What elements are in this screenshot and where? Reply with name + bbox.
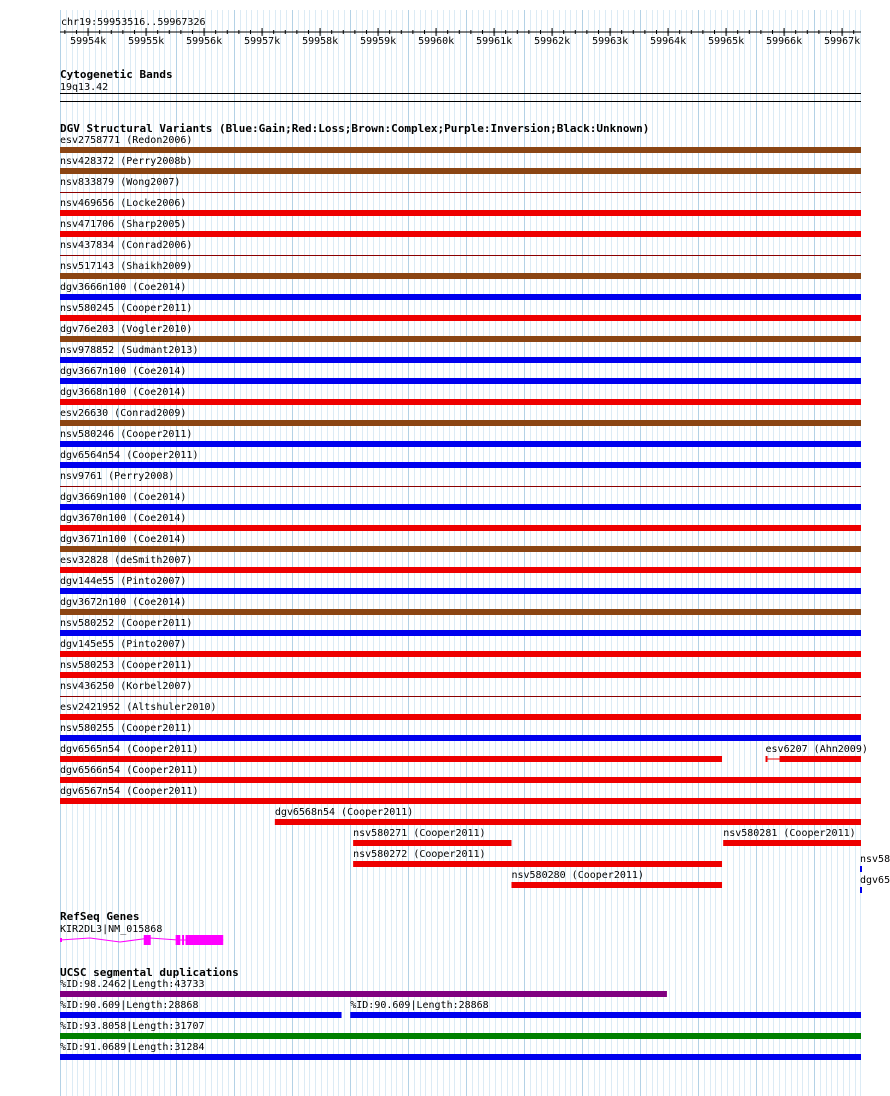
dgv-feature-label: dgv3667n100 (Coe2014) [60, 366, 187, 377]
dgv-feature-label: nsv580245 (Cooper2011) [60, 303, 193, 314]
ruler-tick-label: 59967k [824, 36, 861, 47]
dgv-feature-bar[interactable] [60, 735, 861, 741]
dgv-feature-label: dgv6564n54 (Cooper2011) [60, 450, 199, 461]
dgv-feature-bar[interactable] [353, 861, 722, 867]
dgv-feature-bar[interactable] [60, 168, 861, 174]
dgv-feature-label: dgv6566n54 (Cooper2011) [60, 765, 199, 776]
dgv-feature-bar[interactable] [60, 462, 861, 468]
dgv-feature-label: nsv580246 (Cooper2011) [60, 429, 193, 440]
segdup-feature-bar[interactable] [60, 991, 667, 997]
ruler-tick-label: 59958k [302, 36, 339, 47]
dgv-feature-label: nsv471706 (Sharp2005) [60, 219, 187, 230]
dgv-feature-label: nsv580281 (Cooper2011) [723, 828, 856, 839]
segdup-feature-bar[interactable] [60, 1012, 342, 1018]
dgv-feature-bar[interactable] [60, 756, 722, 762]
dgv-feature-label: dgv144e55 (Pinto2007) [60, 576, 187, 587]
dgv-feature-label: dgv6568n54 (Cooper2011) [274, 807, 414, 818]
dgv-feature-bar[interactable] [60, 486, 861, 487]
dgv-feature-label: dgv76e203 (Vogler2010) [60, 324, 193, 335]
dgv-feature-bar[interactable] [60, 798, 861, 804]
dgv-feature-bar[interactable] [60, 231, 861, 237]
dgv-feature-bar[interactable] [60, 294, 861, 300]
dgv-feature-bar[interactable] [60, 504, 861, 510]
ruler-tick-label: 59964k [650, 36, 687, 47]
ruler-tick-label: 59965k [708, 36, 745, 47]
cytoband-bar[interactable] [60, 93, 861, 94]
dgv-feature-label: dgv65 [860, 875, 890, 886]
dgv-feature-label: nsv580252 (Cooper2011) [60, 618, 193, 629]
cytoband-track-title: Cytogenetic Bands [60, 68, 173, 81]
cytoband-bar-bottom [60, 101, 861, 102]
dgv-feature-bar[interactable] [60, 651, 861, 657]
dgv-feature-label: nsv978852 (Sudmant2013) [60, 345, 199, 356]
dgv-feature-bar[interactable] [60, 336, 861, 342]
segdup-feature-label: %ID:90.609|Length:28868 [60, 1000, 199, 1011]
ruler-tick-label: 59959k [360, 36, 397, 47]
gene-exon[interactable] [186, 935, 224, 945]
gene-exon[interactable] [176, 935, 181, 945]
dgv-feature-label: dgv3672n100 (Coe2014) [60, 597, 187, 608]
ruler-tick-label: 59962k [534, 36, 571, 47]
dgv-feature-bar[interactable] [60, 255, 861, 256]
ruler-tick-label: 59963k [592, 36, 629, 47]
dgv-feature-label: nsv580253 (Cooper2011) [60, 660, 193, 671]
segdup-track-title: UCSC segmental duplications [60, 966, 239, 979]
ruler-tick-label: 59955k [128, 36, 165, 47]
gene-exon[interactable] [182, 935, 184, 945]
dgv-feature-bar[interactable] [60, 630, 861, 636]
dgv-feature-bar[interactable] [60, 525, 861, 531]
dgv-feature-label: esv2758771 (Redon2006) [60, 135, 193, 146]
dgv-feature-label: nsv580272 (Cooper2011) [353, 849, 486, 860]
dgv-feature-bar[interactable] [60, 441, 861, 447]
dgv-feature-label: esv32828 (deSmith2007) [60, 555, 193, 566]
dgv-feature-label: nsv517143 (Shaikh2009) [60, 261, 193, 272]
segdup-feature-label: %ID:91.0689|Length:31284 [60, 1042, 205, 1053]
dgv-feature-label: esv26630 (Conrad2009) [60, 408, 187, 419]
cytoband-label: 19q13.42 [60, 82, 109, 93]
gene-exon[interactable] [60, 938, 62, 942]
dgv-feature-bar[interactable] [60, 777, 861, 783]
segdup-feature-label: %ID:98.2462|Length:43733 [60, 979, 205, 990]
refseq-track-title: RefSeq Genes [60, 910, 140, 923]
ruler-coordinates: chr19:59953516..59967326 [61, 17, 206, 28]
dgv-feature-label: nsv580271 (Cooper2011) [353, 828, 486, 839]
dgv-feature-label: dgv3666n100 (Coe2014) [60, 282, 187, 293]
dgv-feature-bar[interactable] [60, 567, 861, 573]
dgv-feature-bar[interactable] [780, 756, 861, 762]
dgv-feature-label: nsv428372 (Perry2008b) [60, 156, 193, 167]
dgv-track [60, 122, 890, 893]
segdup-feature-label: %ID:90.609|Length:28868 [350, 1000, 489, 1011]
dgv-feature-bar[interactable] [60, 420, 861, 426]
ruler-tick-label: 59961k [476, 36, 513, 47]
segdup-feature-bar[interactable] [350, 1012, 861, 1018]
dgv-feature-label: nsv9761 (Perry2008) [60, 471, 175, 482]
dgv-feature-bar[interactable] [60, 609, 861, 615]
gene-exon[interactable] [144, 935, 151, 945]
dgv-feature-label: nsv436250 (Korbel2007) [60, 681, 193, 692]
segdup-feature-label: %ID:93.8058|Length:31707 [60, 1021, 205, 1032]
dgv-feature-label: nsv580280 (Cooper2011) [511, 870, 644, 881]
dgv-features [60, 135, 890, 893]
dgv-feature-bar[interactable] [860, 866, 862, 872]
ruler-ticks [65, 28, 860, 47]
dgv-feature-label: nsv833879 (Wong2007) [60, 177, 181, 188]
ruler-tick-label: 59960k [418, 36, 455, 47]
dgv-feature-bar[interactable] [60, 696, 861, 697]
dgv-track-title: DGV Structural Variants (Blue:Gain;Red:Loss;Brown:Complex;Purple:Inversion;Black:Unknown) [60, 122, 650, 135]
dgv-feature-label: dgv6565n54 (Cooper2011) [60, 744, 199, 755]
dgv-feature-label: dgv145e55 (Pinto2007) [60, 639, 187, 650]
dgv-feature-label: nsv469656 (Locke2006) [60, 198, 187, 209]
dgv-feature-label: dgv3668n100 (Coe2014) [60, 387, 187, 398]
dgv-feature-bar[interactable] [60, 273, 861, 279]
dgv-feature-label: nsv437834 (Conrad2006) [60, 240, 193, 251]
dgv-feature-bar[interactable] [60, 210, 861, 216]
dgv-feature-bar[interactable] [353, 840, 511, 846]
dgv-feature-bar[interactable] [511, 882, 722, 888]
refseq-gene-label: KIR2DL3|NM_015868 [60, 924, 163, 935]
dgv-feature-bar[interactable] [60, 357, 861, 363]
dgv-feature-label: dgv3671n100 (Coe2014) [60, 534, 187, 545]
dgv-feature-bar[interactable] [60, 315, 861, 321]
dgv-feature-label: nsv580255 (Cooper2011) [60, 723, 193, 734]
dgv-feature-bar[interactable] [60, 399, 861, 405]
dgv-feature-bar[interactable] [60, 714, 861, 720]
dgv-feature-bar[interactable] [60, 192, 861, 193]
dgv-feature-bar[interactable] [60, 588, 861, 594]
dgv-feature-label: esv6207 (Ahn2009) [765, 744, 868, 755]
dgv-feature-bar[interactable] [60, 546, 861, 552]
segdup-feature-bar[interactable] [60, 1033, 861, 1039]
ruler-tick-label: 59954k [70, 36, 107, 47]
dgv-feature-bar[interactable] [60, 378, 861, 384]
ruler-tick-label: 59966k [766, 36, 803, 47]
ruler-tick-label: 59957k [244, 36, 281, 47]
dgv-feature-bar[interactable] [860, 887, 862, 893]
dgv-feature-bar[interactable] [60, 672, 861, 678]
dgv-feature-bar[interactable] [60, 147, 861, 153]
dgv-feature-label: dgv3669n100 (Coe2014) [60, 492, 187, 503]
dgv-feature-bar[interactable] [275, 819, 861, 825]
ruler-tick-label: 59956k [186, 36, 223, 47]
dgv-feature-label: dgv3670n100 (Coe2014) [60, 513, 187, 524]
segdup-feature-bar[interactable] [60, 1054, 861, 1060]
dgv-feature-bar[interactable] [723, 840, 861, 846]
dgv-feature-label: esv2421952 (Altshuler2010) [60, 702, 217, 713]
dgv-feature-label: nsv58 [860, 854, 890, 865]
dgv-feature-label: dgv6567n54 (Cooper2011) [60, 786, 199, 797]
